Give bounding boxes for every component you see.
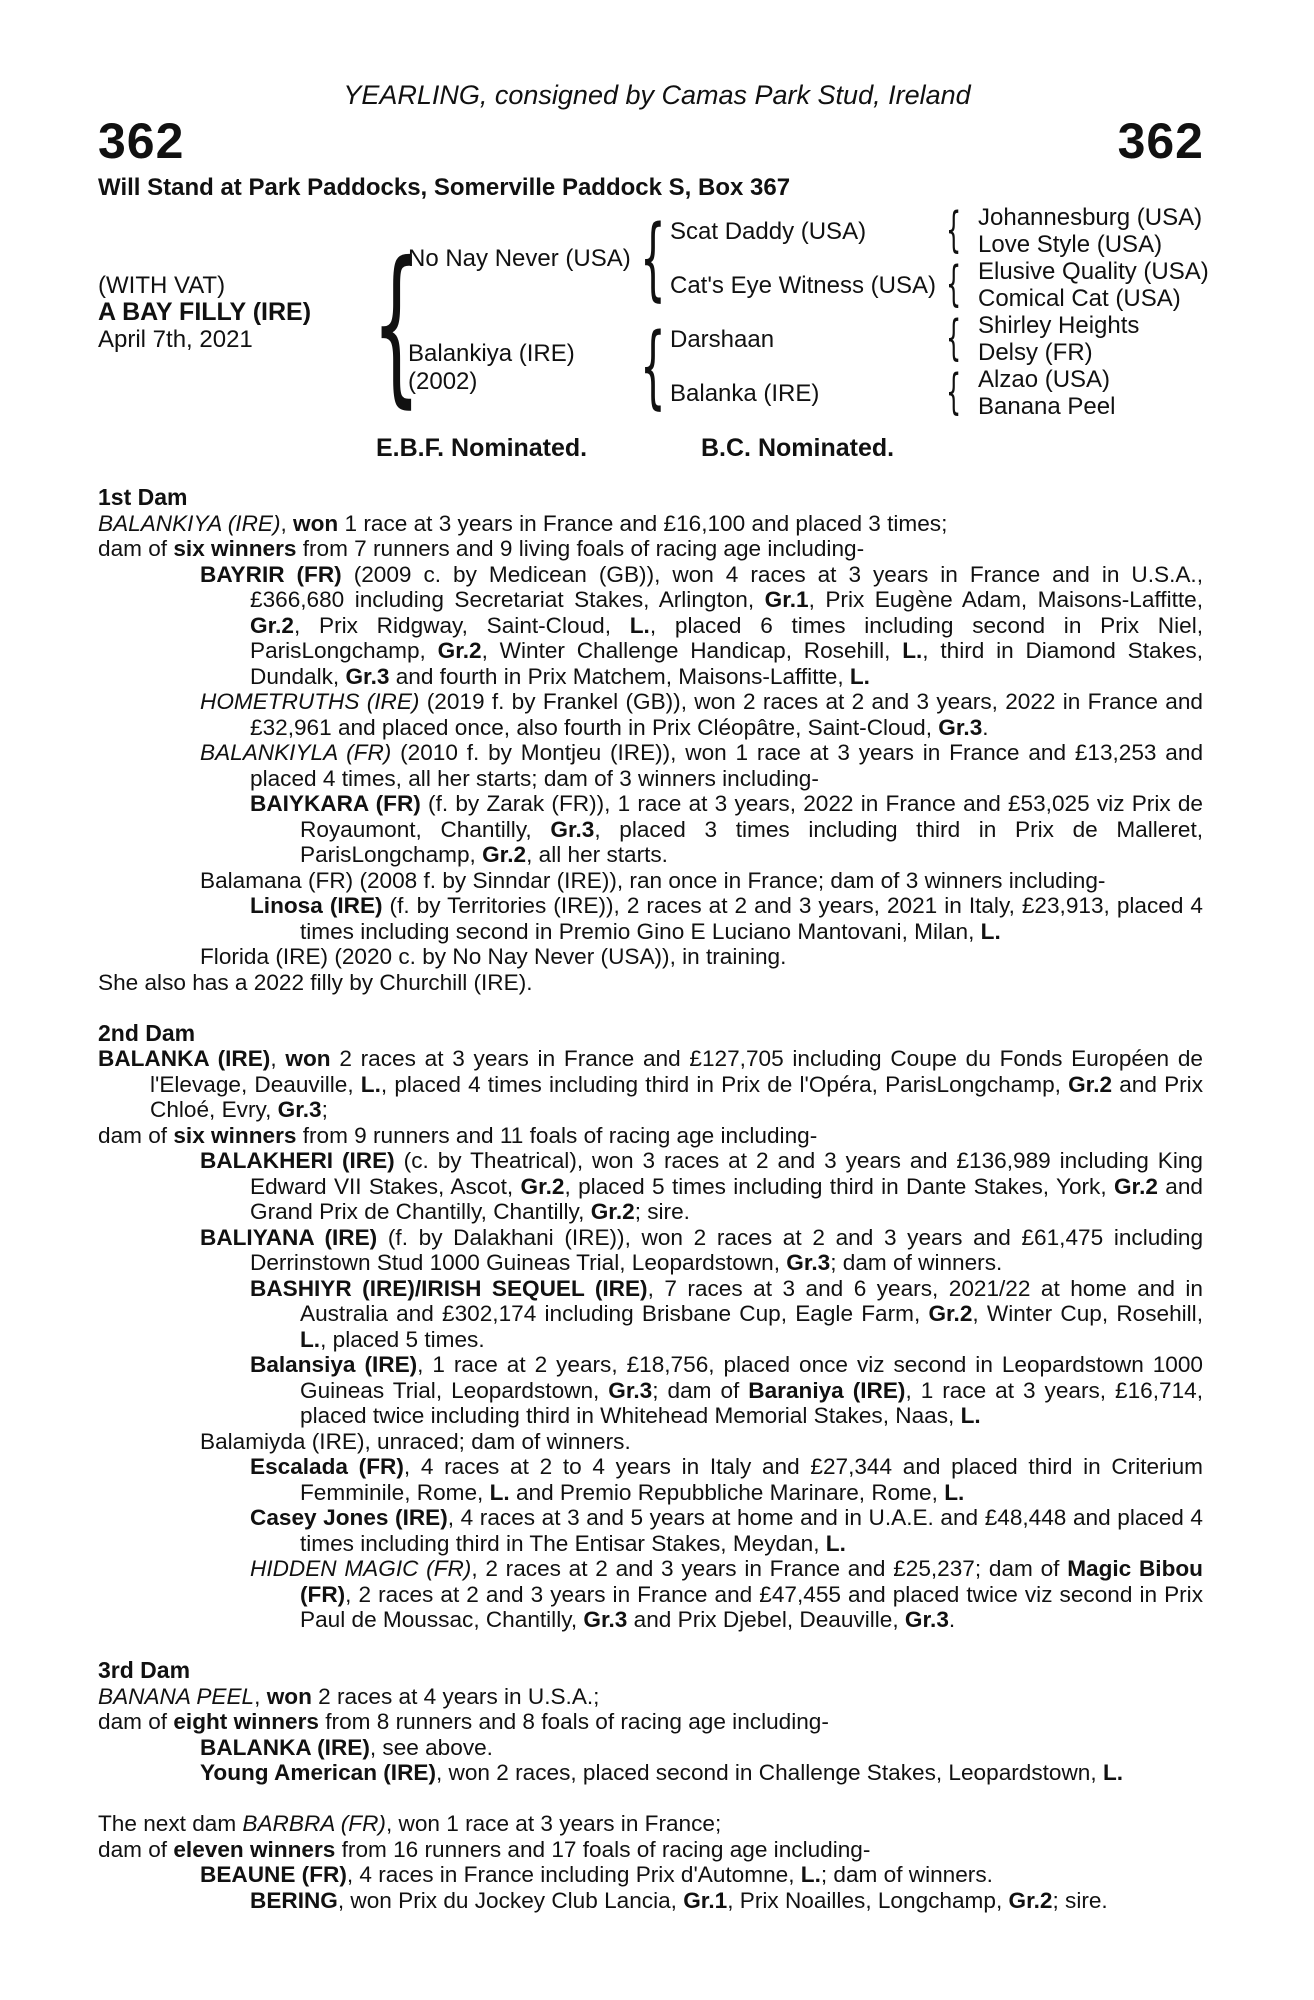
stabling-location: Will Stand at Park Paddocks, Somerville Paddock S, Box 367	[98, 174, 791, 201]
produce-entry-hidden-magic: HIDDEN MAGIC (FR), 2 races at 2 and 3 years in France and £25,237; dam of Magic Bibou (FR), 2 races at 2 and 3 years in France and £47,455 and placed twice viz second in Prix Paul de Moussac, Chantilly, Gr.3 and Prix Djebel, Deauville, Gr.3.	[250, 1556, 1203, 1632]
produce-entry-balakheri: BALAKHERI (IRE) (c. by Theatrical), won 3 races at 2 and 3 years and £136,989 including King Edward VII Stakes, Ascot, Gr.2, placed 5 times including third in Dante Stakes, York, Gr.2 and Grand Prix de Chantilly, Chantilly, Gr.2; sire.	[200, 1148, 1203, 1224]
brace-g3: {	[946, 310, 962, 366]
produce-entry-balamiyda: Balamiyda (IRE), unraced; dam of winners.	[200, 1428, 631, 1454]
third-dam-produce-line: dam of eight winners from 8 runners and 8 foals of racing age including-	[98, 1709, 829, 1734]
brace-main: {	[372, 226, 421, 424]
consignor-line: YEARLING, consigned by Camas Park Stud, Ireland	[343, 80, 971, 110]
brace-g2: {	[946, 256, 962, 312]
gg-2: Love Style (USA)	[978, 231, 1163, 258]
gg-5: Shirley Heights	[978, 312, 1140, 339]
dam-year: (2002)	[408, 368, 478, 395]
sire-sire: Scat Daddy (USA)	[670, 218, 867, 245]
third-dam-line: BANANA PEEL, won 2 races at 4 years in U.S.A.;	[98, 1683, 600, 1709]
dam-sire: Darshaan	[670, 326, 775, 353]
produce-entry-balankiyla: BALANKIYLA (FR) (2010 f. by Montjeu (IRE)), won 1 race at 3 years in France and £13,253 and placed 4 times, all her starts; dam of 3 winners including-	[200, 740, 1204, 791]
produce-entry-balanka: BALANKA (IRE), see above.	[200, 1734, 493, 1760]
horse-name: A BAY FILLY (IRE)	[98, 298, 312, 326]
produce-entry-escalada: Escalada (FR), 4 races at 2 to 4 years in Italy and £27,344 and placed third in Criterium Femminile, Rome, L. and Premio Repubbliche Marinare, Rome, L.	[250, 1454, 1203, 1505]
second-dam-produce-line: dam of six winners from 9 runners and 11 foals of racing age including-	[98, 1122, 818, 1148]
produce-entry-bayrir: BAYRIR (FR) (2009 c. by Medicean (GB)), won 4 races at 3 years in France and in U.S.A., £366,680 including Secretariat Stakes, Arlington, Gr.1, Prix Eugène Adam, Maisons-Laffitte, Gr.2, Prix Ridgway, Saint-Cloud, L., placed 6 times including second in Prix Niel, ParisLongchamp, Gr.2, Winter Challenge Handicap, Rosehill, L., third in Diamond Stakes, Dundalk, Gr.3 and fourth in Prix Matchem, Maisons-Laffitte, L.	[200, 561, 1204, 689]
ebf-nomination: E.B.F. Nominated.	[376, 434, 588, 462]
sire-name: No Nay Never (USA)	[408, 245, 631, 272]
produce-entry-baliyana: BALIYANA (IRE) (f. by Dalakhani (IRE)), won 2 races at 2 and 3 years and £61,475 including Derrinstown Stud 1000 Guineas Trial, Leopardstown, Gr.3; dam of winners.	[200, 1224, 1204, 1275]
produce-entry-casey-jones: Casey Jones (IRE), 4 races at 3 and 5 years at home and in U.A.E. and £48,448 and placed 4 times including third in The Entisar Stakes, Meydan, L.	[250, 1505, 1203, 1556]
brace-dam: {	[640, 314, 666, 419]
second-dam-line: BALANKA (IRE), won 2 races at 3 years in France and £127,705 including Coupe du Fonds Européen de l'Elevage, Deauville, L., placed 4 times including third in Prix de l'Opéra, ParisLongchamp, Gr.2 and Prix Chloé, Evry, Gr.3;	[98, 1046, 1203, 1122]
produce-entry-baiykara: BAIYKARA (FR) (f. by Zarak (FR)), 1 race at 3 years, 2022 in France and £53,025 viz Prix de Royaumont, Chantilly, Gr.3, placed 3 times including third in Prix de Malleret, ParisLongchamp, Gr.2, all her starts.	[250, 791, 1204, 867]
bc-nomination: B.C. Nominated.	[701, 434, 895, 462]
vat-label: (WITH VAT)	[98, 272, 226, 299]
gg-6: Delsy (FR)	[978, 339, 1093, 366]
lot-number-left: 362	[98, 113, 185, 169]
produce-record	[98, 485, 1203, 1913]
produce-entry-florida: Florida (IRE) (2020 c. by No Nay Never (USA)), in training.	[200, 944, 787, 969]
produce-entry-hometruths: HOMETRUTHS (IRE) (2019 f. by Frankel (GB)), won 2 races at 2 and 3 years, 2022 in France and £32,961 and placed once, also fourth in Prix Cléopâtre, Saint-Cloud, Gr.3.	[200, 689, 1203, 740]
produce-note: She also has a 2022 filly by Churchill (IRE).	[98, 969, 533, 995]
dam-dam: Balanka (IRE)	[670, 380, 820, 407]
produce-entry-balansiya: Balansiya (IRE), 1 race at 2 years, £18,756, placed once viz second in Leopardstown 1000 Guineas Trial, Leopardstown, Gr.3; dam of Baraniya (IRE), 1 race at 3 years, £16,714, placed twice including third in Whitehead Memorial Stakes, Naas, L.	[250, 1352, 1204, 1428]
produce-entry-balamana: Balamana (FR) (2008 f. by Sinndar (IRE)), ran once in France; dam of 3 winners including-	[200, 867, 1106, 893]
gg-8: Banana Peel	[978, 393, 1116, 420]
produce-entry-young-american: Young American (IRE), won 2 races, placed second in Challenge Stakes, Leopardstown, L.	[200, 1760, 1124, 1785]
third-dam-heading: 3rd Dam	[98, 1657, 191, 1683]
brace-g1: {	[946, 202, 962, 258]
second-dam-heading: 2nd Dam	[98, 1019, 196, 1046]
first-dam-heading: 1st Dam	[98, 484, 188, 510]
foaling-date: April 7th, 2021	[98, 326, 253, 353]
dam-name: Balankiya (IRE)	[408, 340, 575, 367]
next-dam-produce-line: dam of eleven winners from 16 runners and 17 foals of racing age including-	[98, 1836, 871, 1862]
next-dam-line: The next dam BARBRA (FR), won 1 race at 3 years in France;	[98, 1811, 722, 1836]
lot-number-right: 362	[1117, 113, 1204, 169]
produce-entry-beaune: BEAUNE (FR), 4 races in France including Prix d'Automne, L.; dam of winners.	[200, 1862, 993, 1887]
produce-entry-bering: BERING, won Prix du Jockey Club Lancia, Gr.1, Prix Noailles, Longchamp, Gr.2; sire.	[250, 1887, 1108, 1913]
brace-sire: {	[640, 206, 666, 311]
brace-g4: {	[946, 364, 962, 420]
gg-1: Johannesburg (USA)	[978, 204, 1203, 231]
gg-4: Comical Cat (USA)	[978, 285, 1181, 312]
gg-3: Elusive Quality (USA)	[978, 258, 1209, 285]
produce-entry-linosa: Linosa (IRE) (f. by Territories (IRE)), 2 races at 2 and 3 years, 2021 in Italy, £23,913, placed 4 times including second in Premio Gino E Luciano Mantovani, Milan, L.	[250, 893, 1203, 944]
first-dam-produce-line: dam of six winners from 7 runners and 9 living foals of racing age including-	[98, 536, 865, 561]
produce-entry-bashiyr: BASHIYR (IRE)/IRISH SEQUEL (IRE), 7 races at 3 and 6 years, 2021/22 at home and in Australia and £302,174 including Brisbane Cup, Eagle Farm, Gr.2, Winter Cup, Rosehill, L., placed 5 times.	[250, 1275, 1203, 1352]
sire-dam: Cat's Eye Witness (USA)	[670, 272, 936, 299]
gg-7: Alzao (USA)	[978, 366, 1111, 393]
first-dam-line: BALANKIYA (IRE), won 1 race at 3 years in France and £16,100 and placed 3 times;	[98, 510, 948, 536]
